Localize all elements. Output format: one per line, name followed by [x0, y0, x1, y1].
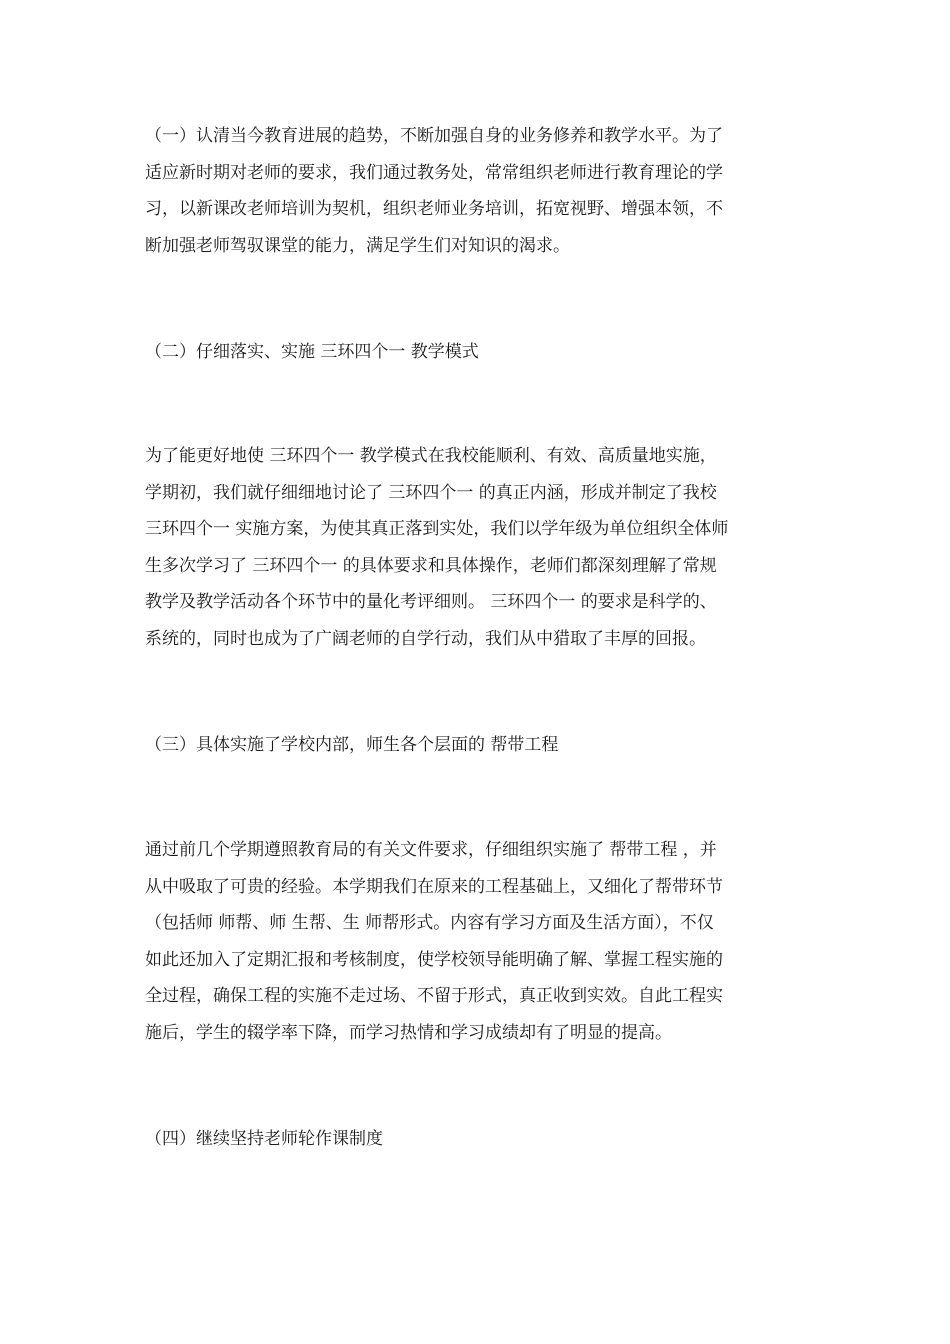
paragraph-3-line: （包括师 师帮、师 生帮、生 师帮形式。内容有学习方面及生活方面），不仅: [145, 913, 714, 933]
section-heading-4: （四）继续坚持老师轮作课制度: [145, 1129, 383, 1149]
paragraph-2-line: 三环四个一 实施方案，为使其真正落到实处，我们以学年级为单位组织全体师: [145, 519, 729, 539]
section-heading-2: （二）仔细落实、实施 三环四个一 教学模式: [145, 342, 479, 362]
paragraph-2-line: 为了能更好地使 三环四个一 教学模式在我校能顺利、有效、高质量地实施，: [145, 446, 717, 466]
paragraph-3-line: 全过程，确保工程的实施不走过场、不留于形式，真正收到实效。自此工程实: [145, 986, 723, 1006]
paragraph-3-line: 从中吸取了可贵的经验。本学期我们在原来的工程基础上，又细化了帮带环节: [145, 876, 723, 897]
paragraph-3-line: 如此还加入了定期汇报和考核制度，使学校领导能明确了解、掌握工程实施的: [145, 949, 723, 970]
paragraph-2-line: 教学及教学活动各个环节中的量化考评细则。 三环四个一 的要求是科学的、: [145, 592, 717, 612]
paragraph-1-line: （一）认清当今教育进展的趋势，不断加强自身的业务修养和教学水平。为了: [145, 126, 723, 146]
paragraph-2-line: 学期初，我们就仔细细地讨论了 三环四个一 的真正内涵，形成并制定了我校: [145, 482, 717, 503]
paragraph-3: [145, 832, 810, 1051]
paragraph-3-line: 施后，学生的辍学率下降，而学习热情和学习成绩却有了明显的提高。: [145, 1022, 672, 1043]
paragraph-1: [145, 118, 810, 264]
paragraph-2-line: 生多次学习了 三环四个一 的具体要求和具体操作，老师们都深刻理解了常规: [145, 555, 717, 576]
paragraph-1-line: 习，以新课改老师培训为契机，组织老师业务培训，拓宽视野、增强本领，不: [145, 199, 723, 219]
paragraph-2-line: 系统的，同时也成为了广阔老师的自学行动，我们从中猎取了丰厚的回报。: [145, 628, 706, 649]
paragraph-1-line: 适应新时期对老师的要求，我们通过教务处，常常组织老师进行教育理论的学: [145, 162, 723, 183]
section-heading-3: （三）具体实施了学校内部，师生各个层面的 帮带工程: [145, 735, 559, 755]
paragraph-2: [145, 438, 810, 657]
paragraph-1-line: 断加强老师驾驭课堂的能力，满足学生们对知识的渴求。: [145, 235, 570, 256]
paragraph-3-line: 通过前几个学期遵照教育局的有关文件要求，仔细组织实施了 帮带工程 ，并: [145, 840, 717, 860]
